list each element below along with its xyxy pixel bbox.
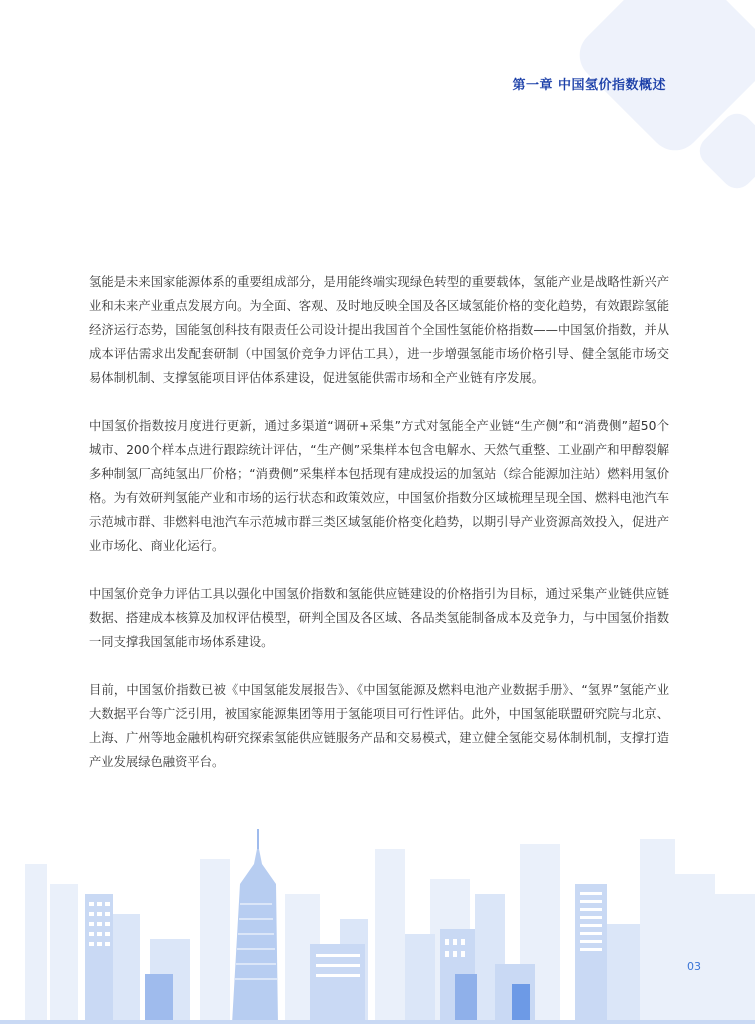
city-skyline-illustration: [0, 824, 755, 1024]
paragraph-current-usage: 目前，中国氢价指数已被《中国氢能发展报告》、《中国氢能源及燃料电池产业数据手册》、“氢界”氢能产业大数据平台等广泛引用，被国家能源集团等用于氢能项目可行性评估。此外，中国氢能联盟研究院与北京、上海、广州等地金融机构研究探索氢能供应链服务产品和交易模式，建立健全氢能交易体制机制，支撑打造产业发展绿色融资平台。: [89, 683, 669, 769]
chapter-title: 第一章 中国氢价指数概述: [512, 78, 666, 93]
body-content: [89, 270, 669, 798]
page-number: 03: [687, 960, 701, 973]
paragraph-intro: 氢能是未来国家能源体系的重要组成部分，是用能终端实现绿色转型的重要载体，氢能产业是战略性新兴产业和未来产业重点发展方向。为全面、客观、及时地反映全国及各区域氢能价格的变化趋势，有效跟踪氢能经济运行态势，国能氢创科技有限责任公司设计提出我国首个全国性氢能价格指数——中国氢价指数，并从成本评估需求出发配套研制（中国氢价竞争力评估工具），进一步增强氢能市场价格引导、健全氢能市场交易体制机制、支撑氢能项目评估体系建设，促进氢能供需市场和全产业链有序发展。: [89, 275, 669, 385]
paragraph-index-update: 中国氢价指数按月度进行更新，通过多渠道“调研+采集”方式对氢能全产业链“生产侧”和“消费侧”超50个城市、200个样本点进行跟踪统计评估，“生产侧”采集样本包含电解水、天然气重整、工业副产和甲醇裂解多种制氢厂高纯氢出厂价格；“消费侧”采集样本包括现有建成投运的加氢站（综合能源加注站）燃料用氢价格。为有效研判氢能产业和市场的运行状态和政策效应，中国氢价指数分区域梳理呈现全国、燃料电池汽车示范城市群、非燃料电池汽车示范城市群三类区域氢能价格变化趋势，以期引导产业资源高效投入，促进产业市场化、商业化运行。: [89, 419, 669, 553]
paragraph-competitiveness-tool: 中国氢价竞争力评估工具以强化中国氢价指数和氢能供应链建设的价格指引为目标，通过采集产业链供应链数据、搭建成本核算及加权评估模型，研判全国及各区域、各品类氢能制备成本及竞争力，与中国氢价指数一同支撑我国氢能市场体系建设。: [89, 587, 669, 649]
